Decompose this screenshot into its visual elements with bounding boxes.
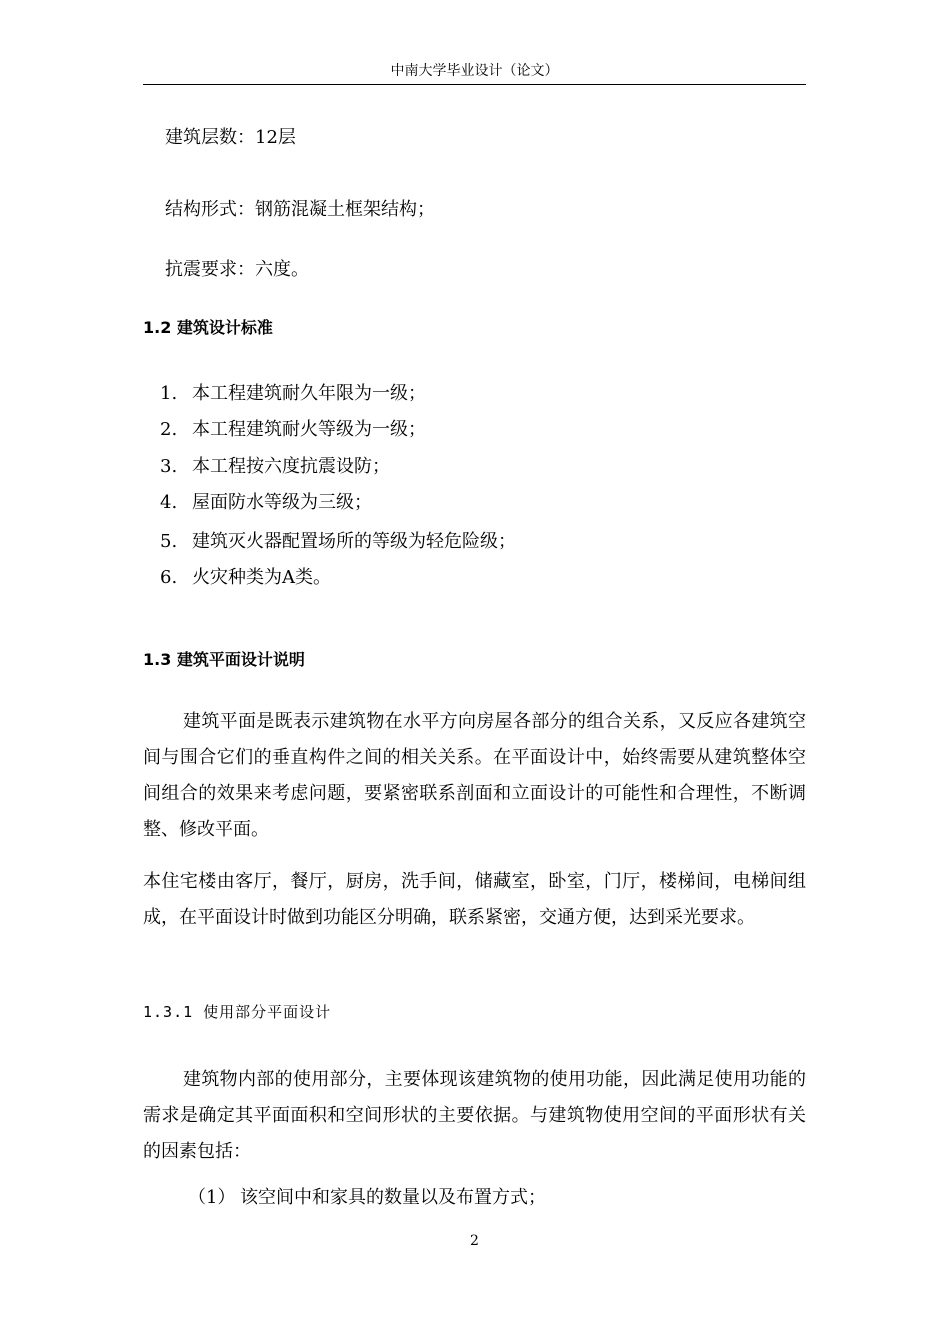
list-item [160,418,823,442]
paragraph: 本住宅楼由客厅，餐厅，厨房，洗手间，储藏室，卧室，门厅，楼梯间，电梯间组成，在平面设计时做到功能区分明确，联系紧密，交通方便，达到采光要求。 [143,871,806,928]
list-item [160,382,823,406]
seismic-requirement: 抗震要求：六度。 [165,259,309,280]
list-item-text: 本工程建筑耐久年限为一级； [192,383,426,404]
list-item-number: 2. [160,419,178,440]
list-item-text: 建筑灭火器配置场所的等级为轻危险级； [192,531,516,552]
list-item [160,566,823,590]
list-item-number: 6. [160,567,178,588]
list-item-text: 屋面防水等级为三级； [192,492,372,513]
list-item-text: 火灾种类为A类。 [192,567,331,588]
page-number: 2 [470,1233,479,1249]
page-header-title: 中南大学毕业设计（论文） [390,63,559,79]
list-item [160,455,823,479]
list-item-number: 5. [160,531,178,552]
header-rule [143,84,806,85]
building-floors: 建筑层数：12层 [165,127,296,148]
subsection-heading-1-3-1: 1.3.1 使用部分平面设计 [143,1003,332,1021]
paragraph: 建筑平面是既表示建筑物在水平方向房屋各部分的组合关系，又反应各建筑空间与围合它们的垂直构件之间的相关关系。在平面设计中，始终需要从建筑整体空间组合的效果来考虑问题，要紧密联系剖面和立面设计的可能性和合理性，不断调整、修改平面。 [143,711,806,840]
list-item-number: 4. [160,492,178,513]
list-item-text: 本工程建筑耐火等级为一级； [192,419,426,440]
paragraph: 建筑物内部的使用部分，主要体现该建筑物的使用功能，因此满足使用功能的需求是确定其平面面积和空间形状的主要依据。与建筑物使用空间的平面形状有关的因素包括： [143,1069,806,1162]
enumerated-item [188,1186,546,1210]
enumerated-item-text: 该空间中和家具的数量以及布置方式； [240,1187,546,1208]
list-item [160,530,823,554]
section-heading-1-3: 1.3 建筑平面设计说明 [143,650,305,669]
enumerated-item-number: （1） [188,1187,236,1208]
list-item-number: 1. [160,383,178,404]
structure-form: 结构形式：钢筋混凝土框架结构； [165,199,435,220]
list-item-number: 3. [160,456,178,477]
section-heading-1-2: 1.2 建筑设计标准 [143,318,273,337]
list-item [160,491,823,515]
list-item-text: 本工程按六度抗震设防； [192,456,390,477]
